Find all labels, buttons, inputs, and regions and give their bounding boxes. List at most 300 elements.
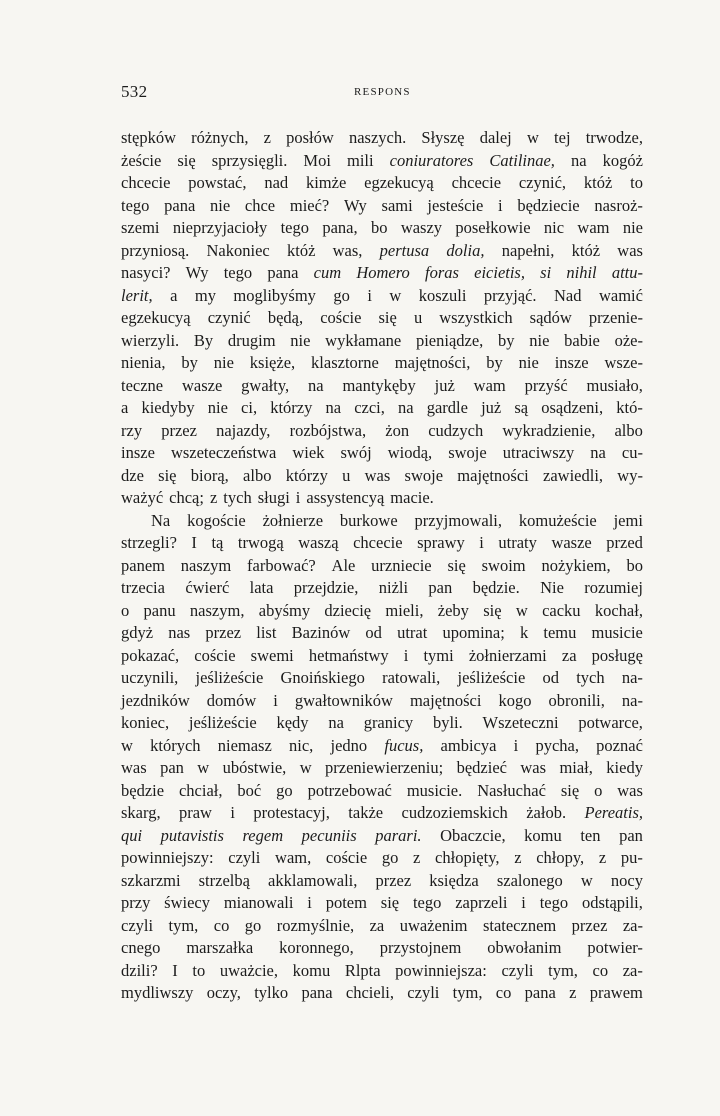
word: insze — [121, 443, 155, 462]
word: rozmyślnie, — [276, 915, 355, 935]
word: utrat — [397, 623, 428, 642]
word: to — [630, 173, 643, 192]
word: czyli — [121, 915, 154, 935]
word: mydliwszy — [121, 983, 194, 1002]
word: si — [540, 263, 552, 282]
word: przy — [121, 893, 151, 912]
word: a — [170, 285, 178, 305]
text-line — [121, 510, 643, 533]
word: o — [121, 600, 130, 620]
word: jeśliżeście — [457, 668, 526, 687]
word: wykradzienie, — [502, 420, 596, 440]
text-line — [121, 690, 643, 713]
word: wsze- — [604, 353, 643, 372]
word: i — [513, 735, 519, 755]
word: chcecie — [353, 533, 403, 552]
word: By — [193, 330, 214, 350]
word: w — [197, 758, 210, 777]
word: pana — [164, 195, 196, 215]
word: z — [209, 488, 218, 507]
word: się — [158, 465, 177, 485]
word: o — [594, 780, 603, 800]
word: tym, — [452, 983, 483, 1002]
word: tylko — [254, 983, 289, 1002]
word: by — [498, 330, 515, 350]
word: żołnierzami — [468, 645, 547, 665]
word: będzie. — [472, 578, 520, 597]
word: i — [273, 690, 278, 710]
word: przeniewierzeniu; — [325, 758, 444, 777]
word: babie — [564, 330, 600, 350]
word: na — [325, 398, 342, 417]
word: co — [592, 960, 609, 980]
word: prawem — [589, 983, 643, 1002]
word: i — [367, 285, 372, 305]
text-line — [121, 262, 643, 285]
word: hetmaństwy — [308, 645, 389, 665]
text-line — [121, 870, 643, 893]
word: ćwierć — [185, 578, 230, 597]
word: którzy — [270, 398, 313, 417]
word: gdyż — [121, 623, 154, 642]
word: szalonego — [496, 870, 563, 890]
word: niemasz — [217, 735, 272, 755]
word: panu — [143, 600, 176, 620]
word: i — [307, 893, 312, 912]
word: gardle — [426, 398, 468, 417]
word: są — [514, 398, 529, 417]
word: ambicya — [440, 735, 497, 755]
word: osądzeni, — [541, 398, 604, 417]
word: musiało, — [586, 375, 643, 395]
word: żałob. — [526, 803, 567, 822]
word: w — [526, 128, 539, 147]
word: uważenim — [399, 915, 468, 935]
word: przyść — [524, 375, 568, 395]
word: pycha, — [535, 735, 579, 755]
word: których — [150, 735, 201, 755]
word: tych — [223, 488, 252, 507]
word: wierzyli. — [121, 330, 180, 350]
word: z — [514, 848, 522, 867]
word: posługę — [591, 645, 643, 665]
word: coście — [325, 848, 368, 867]
word: Moi — [303, 150, 331, 170]
word: za — [561, 645, 577, 665]
word: macie. — [390, 488, 434, 507]
word: trzecia — [121, 578, 165, 597]
word: u — [413, 308, 423, 327]
word: utraciwszy — [502, 443, 575, 462]
word: Ale — [331, 555, 356, 575]
word: dziecię — [324, 600, 372, 620]
word: się — [447, 555, 466, 575]
word: i — [521, 893, 526, 912]
word: się — [378, 308, 397, 327]
text-line — [121, 937, 643, 960]
word: ten — [580, 825, 601, 845]
word: pan — [619, 825, 643, 845]
word: nożykiem, — [541, 555, 611, 575]
word: chłopy, — [536, 848, 585, 867]
word: potem — [325, 893, 367, 912]
word: przyjmowali, — [414, 510, 503, 530]
word: dzili? — [121, 960, 158, 980]
text-line — [121, 442, 643, 465]
word: was — [520, 758, 547, 777]
word: eicietis, — [474, 263, 525, 282]
word: majętności — [409, 690, 482, 710]
page-header — [121, 82, 661, 106]
word: parari. — [375, 825, 422, 845]
word: żołnierze — [262, 510, 324, 530]
word: czci, — [354, 398, 385, 417]
word: wykłamane — [325, 330, 402, 350]
word: czyli — [228, 848, 261, 867]
word: wiek — [292, 443, 325, 462]
word: będzie — [121, 780, 165, 800]
text-line — [121, 375, 643, 398]
word: w — [121, 735, 133, 755]
word: przez — [571, 915, 608, 935]
word: trwogą — [237, 533, 284, 552]
word: insze — [554, 353, 589, 372]
text-line — [121, 285, 643, 308]
text-line — [121, 532, 643, 555]
text-line — [121, 127, 643, 150]
text-line — [121, 780, 643, 803]
word: przyjąć. — [483, 285, 537, 305]
word: nie — [213, 353, 234, 372]
word: któż — [286, 240, 316, 260]
word: przyniosą. — [121, 240, 190, 260]
word: szemi — [121, 218, 160, 237]
word: pana — [267, 263, 299, 282]
word: naszym — [180, 555, 232, 575]
word: egzekucyą — [364, 173, 434, 192]
page-number: 532 — [121, 82, 148, 101]
word: nie — [529, 330, 550, 350]
word: w — [515, 600, 528, 620]
word: powinniejszy: — [121, 848, 214, 867]
word: musicie. — [406, 780, 463, 800]
word: Catilinae, — [489, 150, 555, 170]
word: tego — [280, 218, 309, 237]
word: chcecie — [451, 173, 502, 192]
word: posłów — [286, 128, 334, 147]
word: na- — [621, 690, 643, 710]
word: przed — [606, 533, 643, 552]
word: na — [398, 398, 414, 417]
word: k — [519, 623, 529, 642]
word: żeby — [437, 600, 469, 620]
word: Nie — [540, 578, 564, 597]
text-line — [121, 420, 643, 443]
word: Słyszę — [421, 128, 465, 147]
word: majętności, — [394, 353, 471, 372]
word: Rlpta — [344, 960, 381, 980]
word: Wszeteczni — [482, 713, 559, 732]
text-line — [121, 330, 643, 353]
body-text — [121, 127, 643, 1005]
word: czyli — [407, 983, 440, 1002]
word: także — [348, 803, 384, 822]
word: tymi — [423, 645, 454, 665]
word: przez — [205, 623, 242, 642]
word: czynić — [207, 308, 251, 327]
word: przez — [375, 870, 412, 890]
word: rozbójstwa, — [289, 420, 367, 440]
word: nie — [290, 330, 311, 350]
word: nocy — [610, 870, 643, 890]
word: pana — [301, 983, 333, 1002]
word: biorą, — [190, 465, 229, 485]
word: dze — [121, 465, 144, 485]
word: za — [369, 915, 385, 935]
word: sądów — [529, 308, 572, 327]
word: kogóż — [602, 150, 643, 170]
word: Pereatis, — [584, 803, 643, 822]
text-line — [121, 735, 643, 758]
word: a — [121, 398, 129, 417]
word: pieniądze, — [415, 330, 484, 350]
word: swoje — [404, 465, 444, 485]
word: Homero — [356, 263, 410, 282]
word: list — [256, 623, 277, 642]
word: wam — [473, 375, 506, 395]
word: was — [121, 758, 147, 777]
word: mieli, — [385, 600, 424, 620]
word: kimże — [305, 173, 347, 192]
word: któ- — [616, 398, 643, 417]
word: mianowali — [223, 893, 294, 912]
word: za- — [622, 915, 643, 935]
word: i — [230, 803, 235, 822]
word: czyli — [501, 960, 534, 980]
word: fucus, — [384, 735, 424, 755]
word: cum — [313, 263, 342, 282]
word: Wy — [185, 263, 209, 282]
word: strzelbą — [198, 870, 250, 890]
word: sami — [381, 195, 413, 215]
word: się — [380, 893, 400, 912]
word: nie — [207, 398, 228, 417]
word: i — [479, 533, 484, 552]
text-line — [121, 195, 643, 218]
word: księdza — [429, 870, 479, 890]
word: obwołanim — [487, 938, 562, 957]
word: mantykęby — [342, 375, 416, 395]
word: wamić — [598, 285, 643, 305]
word: Nakoniec — [206, 240, 270, 260]
word: kogo — [498, 690, 532, 710]
word: go — [244, 915, 262, 935]
word: burkowe — [339, 510, 398, 530]
word: ubóstwie, — [222, 758, 287, 777]
word: uczynili, — [121, 668, 179, 687]
word: wam — [577, 218, 610, 237]
word: swemi — [250, 645, 294, 665]
word: za- — [622, 960, 643, 980]
text-line — [121, 915, 643, 938]
word: u — [342, 465, 351, 485]
word: by — [181, 353, 198, 372]
word: nieprzyjacioły — [172, 218, 268, 237]
word: nienia, — [121, 353, 166, 372]
word: napełni, — [501, 240, 555, 260]
word: na — [328, 713, 344, 732]
word: posełkowie — [455, 218, 531, 237]
word: dolia, — [446, 240, 485, 260]
word: attu- — [611, 263, 643, 282]
word: kochał, — [594, 600, 643, 620]
word: pecuniis — [301, 825, 357, 845]
word: nasyci? — [121, 263, 171, 282]
text-line — [121, 802, 643, 825]
word: komu — [292, 960, 331, 980]
word: pan — [160, 758, 184, 777]
word: i — [295, 488, 301, 507]
text-line — [121, 600, 643, 623]
word: klasztorne — [311, 353, 379, 372]
word: wszystkich — [439, 308, 513, 327]
word: koniec, — [121, 713, 170, 732]
word: Nasłuchać — [477, 780, 546, 800]
text-line — [121, 645, 643, 668]
word: oże- — [614, 330, 643, 350]
text-line — [121, 667, 643, 690]
word: coście — [320, 308, 362, 327]
word: tym, — [548, 960, 578, 980]
word: chłopięty, — [435, 848, 500, 867]
word: wam, — [275, 848, 312, 867]
word: trwodze, — [585, 128, 643, 147]
word: sprzysięgli. — [211, 150, 288, 170]
word: egzekucyą — [121, 308, 191, 327]
word: granicy — [363, 713, 414, 732]
word: albo — [614, 420, 643, 440]
word: z — [569, 983, 577, 1002]
word: na — [308, 375, 324, 395]
word: poznać — [596, 735, 643, 755]
text-line — [121, 352, 643, 375]
word: foras — [425, 263, 459, 282]
word: oczy, — [206, 983, 241, 1002]
word: już — [434, 375, 455, 395]
word: tego — [121, 195, 150, 215]
text-line — [121, 150, 643, 173]
word: się — [560, 780, 580, 800]
text-line — [121, 960, 643, 983]
word: kogoście — [187, 510, 246, 530]
word: komu — [524, 825, 562, 845]
word: nihil — [566, 263, 597, 282]
word: co — [213, 915, 230, 935]
word: będziecie — [517, 195, 580, 215]
word: kiedyby — [141, 398, 195, 417]
word: Nad — [554, 285, 582, 305]
word: którzy — [285, 465, 328, 485]
text-line — [121, 757, 643, 780]
word: potrzebować — [307, 780, 392, 800]
word: cudzych — [428, 420, 484, 440]
word: będzieć — [456, 758, 507, 777]
word: już — [481, 398, 502, 417]
word: chcą; — [169, 488, 204, 507]
word: naszym, — [189, 600, 245, 620]
text-line — [121, 217, 643, 240]
word: regem — [242, 825, 284, 845]
word: to — [192, 960, 206, 980]
word: statecznem — [482, 915, 557, 935]
word: pana — [524, 983, 556, 1002]
word: upomina; — [442, 623, 505, 642]
word: tego — [223, 263, 253, 282]
word: waszy — [400, 218, 443, 237]
word: różnych, — [191, 128, 249, 147]
word: Na — [151, 510, 171, 530]
word: kiedy — [606, 758, 643, 777]
word: jeśliżeście — [188, 713, 257, 732]
word: coniuratores — [389, 150, 474, 170]
word: ważyć — [121, 488, 164, 507]
word: rzy — [121, 420, 143, 440]
word: się — [483, 600, 502, 620]
word: utraty — [498, 533, 537, 552]
word: potwarce, — [578, 713, 643, 732]
word: nic — [543, 218, 565, 237]
word: żeście — [121, 150, 162, 170]
word: skarg, — [121, 803, 161, 822]
word: mili — [346, 150, 374, 170]
word: czynić, — [518, 173, 567, 192]
word: assystencyą — [306, 488, 385, 507]
word: go — [381, 848, 399, 867]
word: koronnego, — [279, 938, 354, 957]
word: pokazać, — [121, 645, 180, 665]
word: nie — [210, 195, 231, 215]
word: w — [580, 870, 593, 890]
word: najazdy, — [216, 420, 271, 440]
word: teczne — [121, 375, 164, 395]
word: komużeście — [518, 510, 597, 530]
word: jesteście — [427, 195, 484, 215]
word: przez — [161, 420, 197, 440]
text-line — [121, 240, 643, 263]
word: świecy — [164, 893, 210, 912]
word: gwałtowników — [294, 690, 393, 710]
word: od — [365, 623, 382, 642]
word: nas — [168, 623, 191, 642]
word: go — [333, 285, 350, 305]
text-line — [121, 982, 643, 1005]
word: jeśliżeście — [195, 668, 264, 687]
word: was, — [332, 240, 363, 260]
word: dalej — [479, 128, 512, 147]
word: chciał, — [178, 780, 223, 800]
word: nic, — [289, 735, 314, 755]
word: uważcie, — [219, 960, 278, 980]
word: przenie- — [588, 308, 643, 327]
word: jezdników — [121, 690, 190, 710]
word: wy- — [617, 465, 643, 485]
word: wasze — [551, 533, 592, 552]
word: drugim — [227, 330, 276, 350]
word: chce — [244, 195, 276, 215]
word: lata — [249, 578, 274, 597]
text-line — [121, 555, 643, 578]
word: was — [364, 465, 391, 485]
